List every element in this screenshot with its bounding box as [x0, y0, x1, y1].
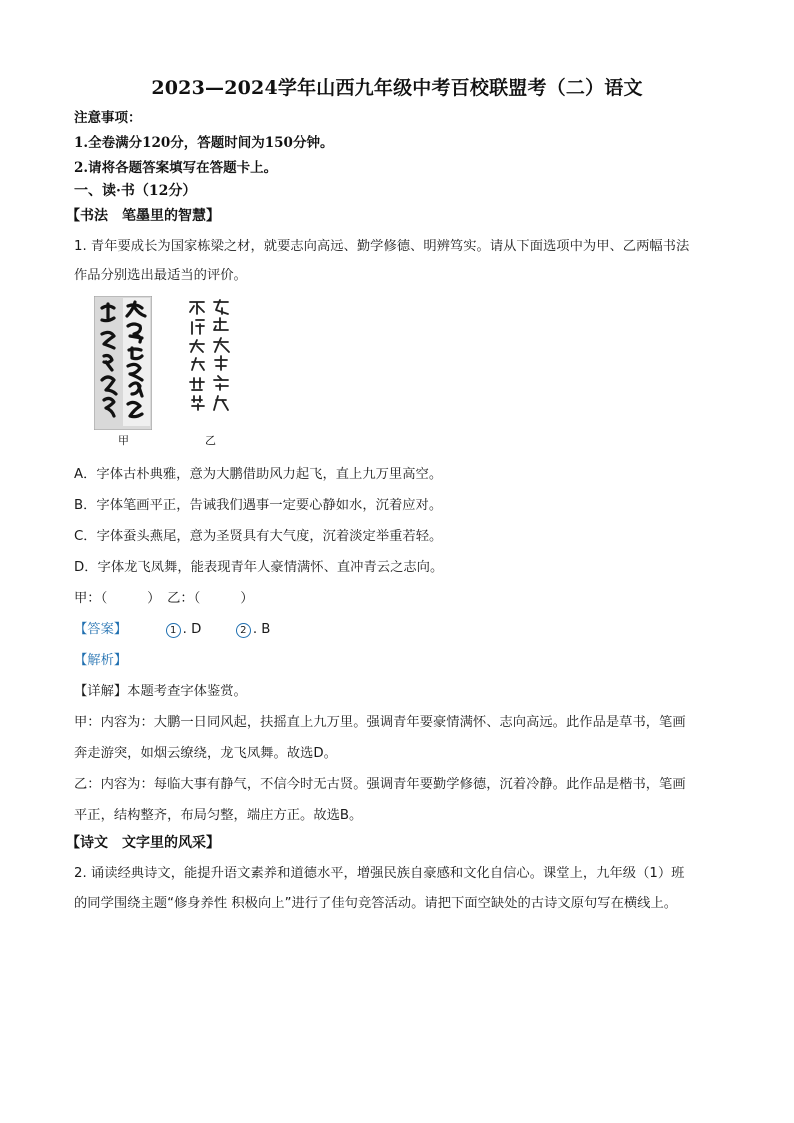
caption-yi: 乙	[205, 434, 216, 447]
detail-jia-line-1: 甲：内容为：大鹏一日同风起，扶摇直上九万里。强调青年要豪情满怀、志向高远。此作品是草书，笔画	[74, 715, 686, 730]
question-1-line-1: 1. 青年要成长为国家栋梁之材，就要志向高远、勤学修德、明辨笃实。请从下面选项中为甲、乙两幅书法	[74, 239, 690, 254]
notes-heading: 注意事项：	[74, 110, 142, 126]
option-a: A．字体古朴典雅，意为大鹏借助风力起飞，直上九万里高空。	[74, 467, 443, 482]
section-heading-1: 一、读·书（12分）	[74, 183, 197, 199]
option-c: C．字体蚕头燕尾，意为圣贤具有大气度，沉着淡定举重若轻。	[74, 529, 443, 544]
detail-jia-line-2: 奔走游突，如烟云缭绕，龙飞凤舞。故选D。	[74, 746, 337, 761]
answer-circle-1: 1	[166, 623, 181, 638]
caption-jia: 甲	[118, 434, 129, 447]
answer-value-1: . D	[182, 622, 202, 637]
page-title: 2023—2024学年山西九年级中考百校联盟考（二）语文	[151, 77, 643, 99]
answer-row	[74, 618, 270, 638]
option-d: D．字体龙飞凤舞，能表现青年人豪情满怀、直冲青云之志向。	[74, 560, 444, 575]
question-2-line-1: 2. 诵读经典诗文，能提升语文素养和道德水平，增强民族自豪感和文化自信心。课堂上，九年级（1）班	[74, 866, 685, 881]
detail-intro: 【详解】本题考查字体鉴赏。	[74, 684, 247, 699]
calligraphy-yi-image	[186, 296, 236, 430]
note-item-1: 1.全卷满分120分，答题时间为150分钟。	[74, 135, 334, 151]
note-item-2: 2.请将各题答案填写在答题卡上。	[74, 160, 278, 176]
detail-yi-line-2: 平正，结构整齐，布局匀整，端庄方正。故选B。	[74, 808, 363, 823]
answer-circle-2: 2	[236, 623, 251, 638]
question-2-line-2: 的同学围绕主题“修身养性 积极向上”进行了佳句竞答活动。请把下面空缺处的古诗文原句写在横线上。	[74, 896, 678, 911]
calligraphy-jia-image	[94, 296, 152, 430]
subsection-calligraphy: 【书法 笔墨里的智慧】	[66, 208, 220, 224]
answer-blanks: 甲：（ ） 乙：（ ）	[74, 591, 254, 606]
answer-value-2: . B	[252, 622, 271, 637]
answer-label: 【答案】	[74, 622, 128, 637]
detail-yi-line-1: 乙：内容为：每临大事有静气，不信今时无古贤。强调青年要勤学修德，沉着冷静。此作品是楷书，笔画	[74, 777, 686, 792]
question-1-line-2: 作品分别选出最适当的评价。	[74, 268, 247, 283]
subsection-poetry: 【诗文 文字里的风采】	[66, 835, 220, 851]
analysis-label: 【解析】	[74, 653, 128, 668]
option-b: B．字体笔画平正，告诫我们遇事一定要心静如水，沉着应对。	[74, 498, 443, 513]
